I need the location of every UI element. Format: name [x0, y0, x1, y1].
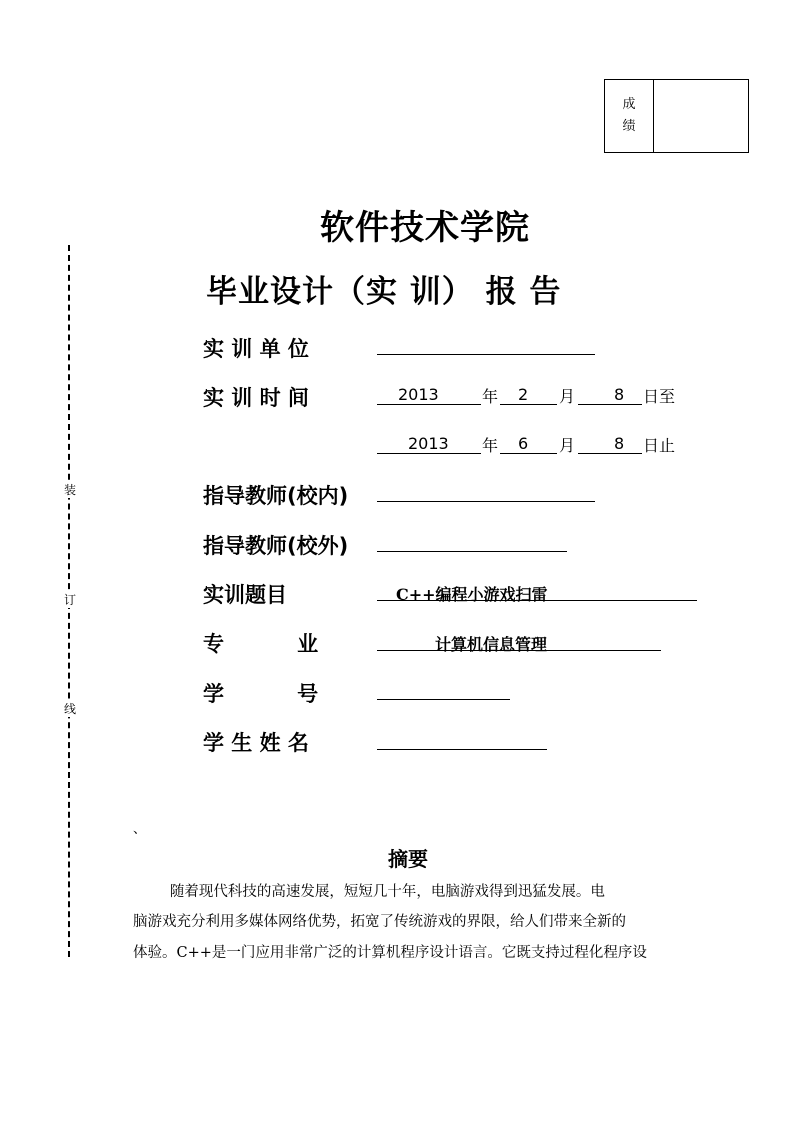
start-year: 2013: [398, 385, 439, 404]
major-value: 计算机信息管理: [435, 635, 548, 654]
topic-value: C++编程小游戏扫雷: [396, 585, 548, 604]
grade-label-line1: 成: [622, 97, 636, 112]
binding-char-ding: 订: [63, 593, 76, 607]
student-id-blank: [377, 699, 510, 700]
abstract-line: 体验。C++是一门应用非常广泛的计算机程序设计语言。它既支持过程化程序设: [133, 945, 647, 961]
abstract-title: 摘要: [388, 847, 428, 871]
grade-box: [604, 79, 749, 153]
start-year-unit: 年: [482, 387, 499, 406]
start-suffix: 日至: [643, 387, 676, 406]
end-suffix: 日止: [643, 436, 676, 455]
end-day: 8: [614, 434, 625, 453]
unit-blank: [377, 354, 595, 355]
report-title: 毕业设计（实 训） 报 告: [206, 274, 562, 310]
advisor-internal-label: 指导教师(校内): [203, 484, 349, 508]
start-day: 8: [614, 385, 625, 404]
student-name-blank: [377, 749, 547, 750]
end-day-line: [578, 453, 642, 454]
stray-mark: 、: [133, 822, 147, 837]
advisor-internal-blank: [377, 501, 595, 502]
student-id-label: 学 号: [203, 682, 319, 706]
end-month: 6: [518, 434, 529, 453]
end-month-unit: 月: [559, 436, 576, 455]
school-name: 软件技术学院: [320, 208, 530, 248]
time-label: 实 训 时 间: [203, 386, 309, 410]
binding-char-xian: 线: [63, 702, 76, 716]
binding-char-zhuang: 装: [63, 483, 76, 497]
grade-label-line2: 绩: [622, 119, 636, 134]
start-month-line: [500, 404, 557, 405]
start-month: 2: [518, 385, 529, 404]
advisor-external-blank: [377, 551, 567, 552]
topic-label: 实训题目: [203, 583, 287, 607]
grade-label: [605, 80, 654, 152]
start-year-line: [377, 404, 481, 405]
advisor-external-label: 指导教师(校外): [203, 534, 349, 558]
end-year: 2013: [408, 434, 449, 453]
end-year-line: [377, 453, 481, 454]
start-day-line: [578, 404, 642, 405]
student-name-label: 学 生 姓 名: [203, 731, 309, 755]
major-label: 专 业: [203, 632, 319, 656]
end-month-line: [500, 453, 557, 454]
unit-label: 实 训 单 位: [203, 337, 309, 361]
end-year-unit: 年: [482, 436, 499, 455]
abstract-line: 随着现代科技的高速发展，短短几十年，电脑游戏得到迅猛发展。电: [133, 884, 605, 900]
abstract-line: 脑游戏充分利用多媒体网络优势，拓宽了传统游戏的界限，给人们带来全新的: [133, 914, 626, 930]
start-month-unit: 月: [559, 387, 576, 406]
